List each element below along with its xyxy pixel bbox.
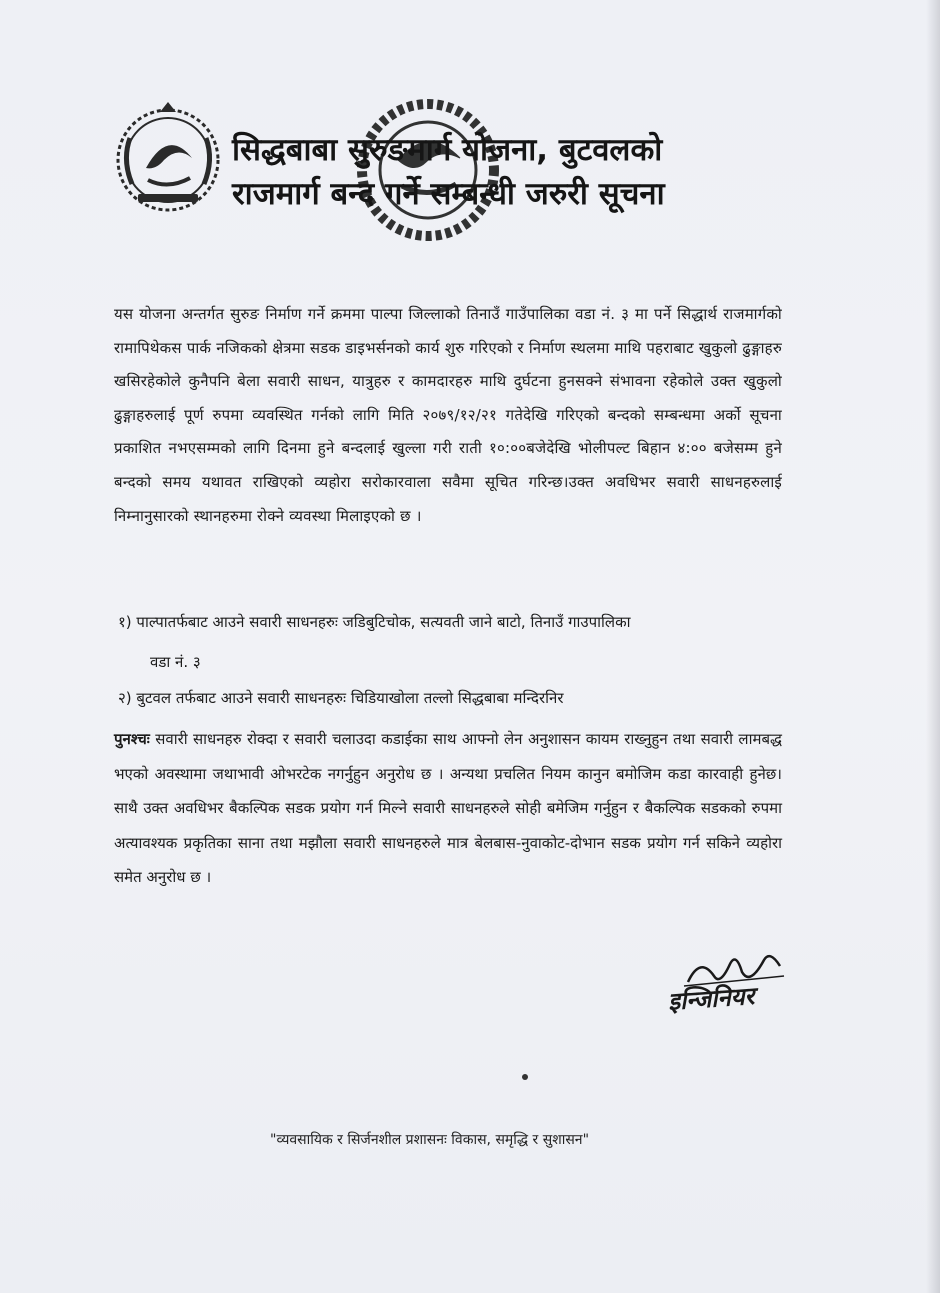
notice-body	[114, 298, 782, 533]
footer-motto: "व्यवसायिक र सिर्जनशील प्रशासनः विकास, समृद्धि र सुशासन"	[270, 1132, 590, 1148]
title-line-2: राजमार्ग बन्द गर्ने सम्बन्धी जरुरी सूचना	[232, 176, 665, 212]
notice-title	[232, 128, 912, 216]
signatory-designation: इन्जिनियर	[667, 981, 756, 1016]
page-edge-shadow	[926, 0, 940, 1293]
list-item-2: २) बुटवल तर्फबाट आउने सवारी साधनहरुः चिडियाखोला तल्लो सिद्धबाबा मन्दिरनिर	[118, 689, 564, 707]
postscript-text: सवारी साधनहरु रोक्दा र सवारी चलाउदा कडाईका साथ आफ्नो लेन अनुशासन कायम राख्नुहुन तथा सवारी लामबद्ध भएको अवस्थामा जथाभावी ओभरटेक नगर्नुहुन अनुरोध छ । अन्यथा प्रचलित नियम कानुन बमोजिम कडा कारवाही हुनेछ। साथै उक्त अवधिभर बैकल्पिक सडक प्रयोग गर्न मिल्ने सवारी साधनहरुले सोही बमेजिम गर्नुहुन र बैकल्पिक सडकको रुपमा अत्यावश्यक प्रकृतिका साना तथा मझौला सवारी साधनहरुले मात्र बेलबास-नुवाकोट-दोभान सडक प्रयोग गर्न सकिने व्यहोरा समेत अनुरोध छ ।	[114, 730, 782, 886]
body-paragraph: यस योजना अन्तर्गत सुरुङ निर्माण गर्ने क्रममा पाल्पा जिल्लाको तिनाउँ गाउँपालिका वडा नं. ३ मा पर्ने सिद्धार्थ राजमार्गको रामापिथेकस पार्क नजिकको क्षेत्रमा सडक डाइभर्सनको कार्य शुरु गरिएको र निर्माण स्थलमा माथि पहराबाट खुकुलो ढुङ्गाहरु खसिरहेकोले कुनैपनि बेला सवारी साधन, यात्रुहरु र कामदारहरु माथि दुर्घटना हुनसक्ने संभावना रहेकोले उक्त खुकुलो ढुङ्गाहरुलाई पूर्ण रुपमा व्यवस्थित गर्नको लागि मिति २०७९/१२/२१ गतेदेखि गरिएको बन्दको सम्बन्धमा अर्को सूचना प्रकाशित नभएसम्मको लागि दिनमा हुने बन्दलाई खुल्ला गरी राती १०:००बजेदेखि भोलीपल्ट बिहान ४:०० बजेसम्म हुने बन्दको समय यथावत राखिएको व्यहोरा सरोकारवाला सवैमा सूचित गरिन्छ।उक्त अवधिभर सवारी साधनहरुलाई निम्नानुसारको स्थानहरुमा रोक्ने व्यवस्था मिलाइएको छ ।	[114, 305, 782, 525]
postscript-label: पुनश्चः	[114, 730, 150, 748]
list-item-1: १) पाल्पातर्फबाट आउने सवारी साधनहरुः जडिबुटिचोक, सत्यवती जाने बाटो, तिनाउँ गाउपालिका	[118, 613, 631, 631]
ink-dot	[522, 1074, 528, 1080]
title-line-1: सिद्धबाबा सुरुङमार्ग योजना, बुटवलको	[232, 132, 663, 168]
postscript	[114, 722, 782, 895]
nepal-emblem-logo	[108, 98, 228, 218]
list-item-1-continuation: वडा नं. ३	[150, 653, 201, 671]
